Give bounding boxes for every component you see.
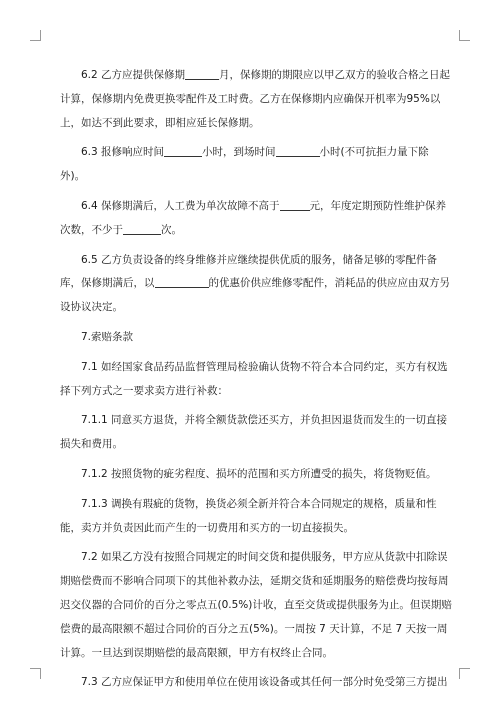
blank-field [155,275,209,288]
crop-mark-top-right [459,30,470,41]
clause-text: 小时，到场时间 [202,146,276,159]
clause-6-4 [60,195,452,243]
clause-7-1-1: 7.1.1 同意买方退货，并将全额货款偿还买方，并负担因退货而发生的一切直接损失和费用。 [60,414,448,451]
clause-text: 6.4 保修期满后，人工费为单次故障不高于 [81,199,280,212]
clause-7-2: 7.2 如果乙方没有按照合同规定的时间交货和提供服务，甲方应从货款中扣除误期赔偿费而不影响合同项下的其他补救办法，延期交货和延期服务的赔偿费均按每周迟交仪器的合同价的百分之零点五(0.5%)计收，直至交货或提供服务为止。但误期赔偿费的最高限额不超过合同价的百分之五(5%)。一周按 7 天计算，不足 7 天按一周计算。一旦达到误期赔偿的最高限额，甲方有权终止合同。 [60,551,452,659]
blank-field [123,222,161,235]
clause-text: 小时(不可抗拒力量下除外)。 [60,146,429,183]
clause-7-1-3: 7.1.3 调换有瑕疵的货物，换货必须全新并符合本合同规定的规格，质量和性能，卖方并负责因此而产生的一切费用和买方的一切直接损失。 [60,497,437,534]
crop-mark-bottom-right [459,668,470,679]
clause-7-1-2: 7.1.2 按照货物的疵劣程度、损坏的范围和买方所遭受的损失，将货物贬值。 [81,467,437,480]
crop-mark-bottom-left [30,668,41,679]
crop-mark-top-left [30,30,41,41]
section-heading-7: 7.索赔条款 [81,330,134,343]
blank-field [276,144,320,157]
clause-7-1: 7.1 如经国家食品药品监督管理局检验确认货物不符合本合同约定，买方有权选择下列方式之一要求卖方进行补救： [60,360,448,397]
clause-text: 6.3 报修响应时间 [81,146,165,159]
clause-text: 6.2 乙方应提供保修期 [81,69,186,81]
clause-text: 月，保修期的期限应以甲乙双方的验收合格之日起计算，保修期内免费更换零配件及工时费。乙方在保修期内应确保开机率为95%以上，如达不到此要求，即相应延长保修期。 [60,69,451,129]
clause-text: 6.5 乙方负责设备的终身维修并应继续提供优质的服务，储备足够的零配件备库，保修期满后，以 [60,253,438,290]
clause-text: 的优惠价供应维修零配件，消耗品的供应应由双方另设协议决定。 [60,277,450,314]
blank-field [280,198,310,211]
clause-7-3: 7.3 乙方应保证甲方和使用单位在使用该设备或其任何一部分时免受第三方提出 [81,676,448,689]
document-page [60,64,452,695]
clause-6-3 [60,141,452,189]
clause-6-5 [60,249,452,320]
clause-text: 次。 [161,223,182,236]
clause-text: 元，年度定期预防性维护保养次数，不少于 [60,199,447,236]
clause-6-2 [60,64,452,135]
blank-field [164,144,202,157]
blank-field [185,67,219,80]
